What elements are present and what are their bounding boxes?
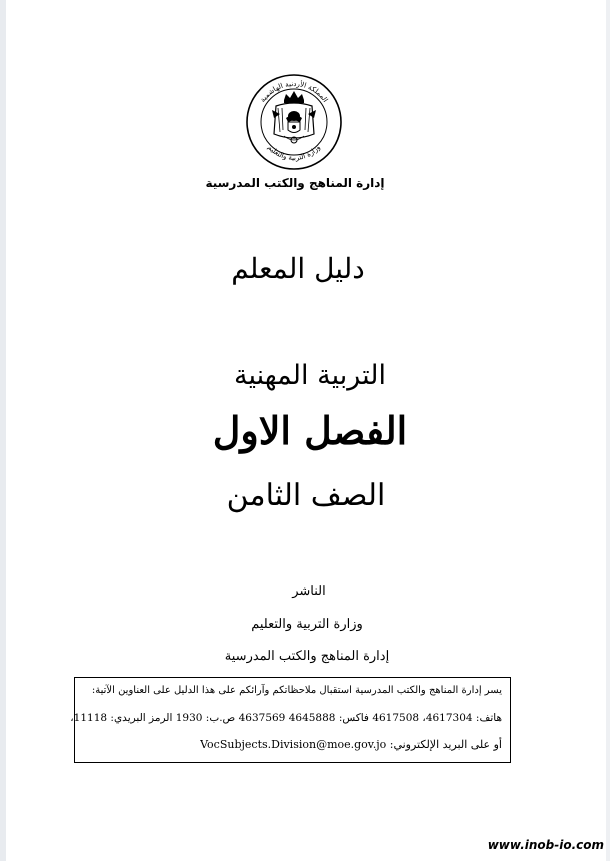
semester-title: الفصل الاول xyxy=(212,408,408,453)
email-label: أو على البريد الإلكتروني: xyxy=(389,738,502,751)
jordan-royal-crest-icon xyxy=(244,72,344,172)
contact-numbers xyxy=(70,711,502,725)
publisher-department: إدارة المناهج والكتب المدرسية xyxy=(224,649,390,664)
contact-email-line xyxy=(83,738,502,752)
pobox-label: ص.ب: xyxy=(205,712,236,724)
publisher-label: الناشر xyxy=(292,584,326,599)
postal-code: 11118، xyxy=(70,712,108,724)
fax-label: فاكس: xyxy=(338,712,369,724)
grade-title: الصف الثامن xyxy=(226,478,386,513)
contact-intro: يسر إدارة المناهج والكتب المدرسية استقبال ملاحظاتكم وآرائكم على هذا الدليل على العناوين الآتية: xyxy=(91,685,502,696)
publisher-ministry: وزارة التربية والتعليم xyxy=(251,617,363,632)
guide-title: دليل المعلم xyxy=(231,252,365,285)
svg-text:وزارة التربية والتعليم: وزارة التربية والتعليم xyxy=(266,143,322,163)
phone-numbers: 4617304، 4617508 xyxy=(372,712,473,724)
subject-title: التربية المهنية xyxy=(233,360,387,391)
site-watermark[interactable]: www.inob-io.com xyxy=(487,838,604,852)
pobox-number: 1930 xyxy=(175,712,203,724)
contact-box xyxy=(70,677,511,763)
department-heading: إدارة المناهج والكتب المدرسية xyxy=(205,176,385,190)
svg-text:المملكة الأردنية الهاشمية: المملكة الأردنية الهاشمية xyxy=(258,79,330,104)
postal-label: الرمز البريدي: xyxy=(110,712,173,724)
email-link[interactable]: VocSubjects.Division@moe.gov.jo xyxy=(200,738,387,751)
fax-numbers: 4645888 4637569 xyxy=(238,712,336,724)
phone-label: هاتف: xyxy=(475,712,502,724)
